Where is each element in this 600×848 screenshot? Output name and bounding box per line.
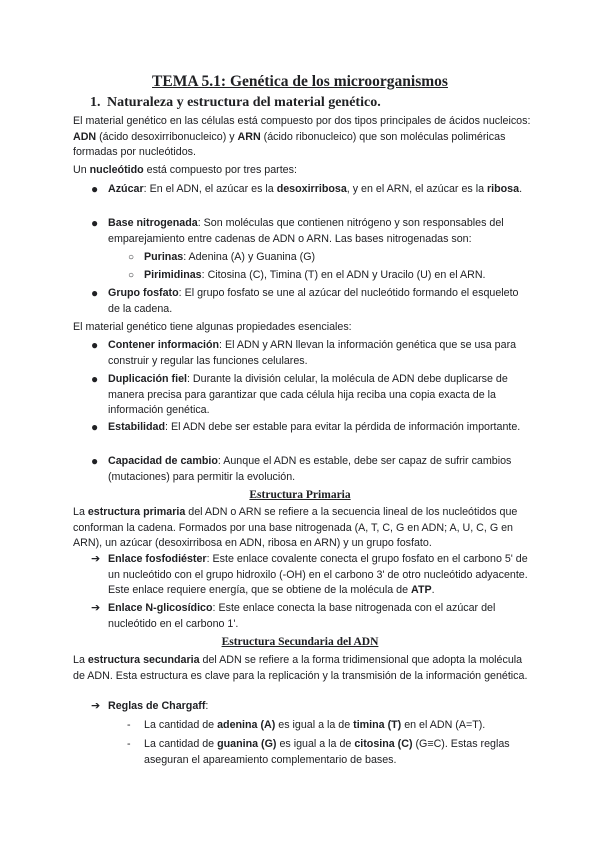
bullet-icon: ●: [91, 338, 99, 352]
page-title: TEMA 5.1: Genética de los microorganismos: [152, 73, 448, 90]
bullet-icon: ●: [91, 372, 99, 386]
arrow-icon: ➔: [91, 602, 101, 614]
primary-structure-heading: Estructura Primaria: [249, 489, 351, 501]
section-heading-text: Naturaleza y estructura del material genético.: [107, 95, 381, 110]
list-item-glycosidic: Enlace N-glicosídico: Este enlace conecta la base nitrogenada con el azúcar del nucleótido en el carbono 1'.: [108, 602, 496, 630]
list-item-change: Capacidad de cambio: Aunque el ADN es estable, debe ser capaz de sufrir cambios (mutaciones) para permitir la evolución.: [108, 455, 512, 483]
bullet-icon: ●: [91, 454, 99, 468]
bullet-icon: ●: [91, 216, 99, 230]
list-item-stability: Estabilidad: El ADN debe ser estable para evitar la pérdida de información importante.: [108, 421, 521, 433]
bullet-icon: ●: [91, 286, 99, 300]
list-item-rule-gc: La cantidad de guanina (G) es igual a la de citosina (C) (G≡C). Estas reglas aseguran el apareamiento complementario de bases.: [144, 738, 510, 766]
list-item-pyrimidines: Pirimidinas: Citosina (C), Timina (T) en el ADN y Uracilo (U) en el ARN.: [144, 269, 486, 281]
dash-marker: -: [127, 719, 131, 731]
list-item-duplication: Duplicación fiel: Durante la división celular, la molécula de ADN debe duplicarse de manera precisa para garantizar que cada célula hija reciba una copia exacta de la información genética.: [108, 373, 508, 416]
arrow-icon: ➔: [91, 553, 101, 565]
list-item-sugar: Azúcar: En el ADN, el azúcar es la desoxirribosa, y en el ARN, el azúcar es la ribosa.: [108, 183, 523, 195]
section-heading: [90, 93, 381, 113]
secondary-structure-heading: Estructura Secundaria del ADN: [221, 636, 379, 648]
list-item-phosphate: Grupo fosfato: El grupo fosfato se une al azúcar del nucleótido formando el esqueleto de la cadena.: [108, 287, 519, 315]
secondary-structure-paragraph: La estructura secundaria del ADN se refiere a la forma tridimensional que adopta la molécula de ADN. Esta estructura es clave para la replicación y la transmisión de la información genética.: [73, 654, 528, 682]
chargaff-rules-label: Reglas de Chargaff:: [108, 700, 209, 712]
circle-bullet-icon: ○: [128, 270, 135, 281]
list-item-rule-at: La cantidad de adenina (A) es igual a la de timina (T) en el ADN (A=T).: [144, 719, 486, 731]
section-number: 1.: [90, 95, 101, 110]
bullet-icon: ●: [91, 182, 99, 196]
bullet-icon: ●: [91, 420, 99, 434]
dash-marker: -: [127, 738, 131, 750]
nucleotide-intro: Un nucleótido está compuesto por tres partes:: [73, 164, 297, 176]
primary-structure-paragraph: La estructura primaria del ADN o ARN se refiere a la secuencia lineal de los nucleótidos que conforman la cadena. Formados por una base nitrogenada (A, T, C, G en ADN; A, U, C, G en ARN), un azúcar (desoxirribosa en ADN, ribosa en ARN) y un grupo fosfato.: [73, 506, 518, 549]
list-item-purines: Purinas: Adenina (A) y Guanina (G): [144, 251, 316, 263]
list-item-base: Base nitrogenada: Son moléculas que contienen nitrógeno y son responsables del emparejamiento entre cadenas de ADN o ARN. Las bases nitrogenadas son:: [108, 217, 504, 245]
list-item-information: Contener información: El ADN y ARN llevan la información genética que se usa para construir y regular las funciones celulares.: [108, 339, 517, 367]
intro-paragraph: El material genético en las células está compuesto por dos tipos principales de ácidos nucleicos: ADN (ácido desoxirribonucleico) y ARN (ácido ribonucleico) que son moléculas poliméricas formadas por nucleótidos.: [73, 115, 531, 158]
properties-intro: El material genético tiene algunas propiedades esenciales:: [73, 321, 352, 333]
arrow-icon: ➔: [91, 700, 101, 712]
circle-bullet-icon: ○: [128, 252, 135, 263]
list-item-phosphodiester: Enlace fosfodiéster: Este enlace covalente conecta el grupo fosfato en el carbono 5' de un nucleótido con el grupo hidroxilo (-OH) en el carbono 3' de otro nucleótido adyacente. Este enlace requiere energía, que se obtiene de la molécula de ATP.: [108, 553, 528, 596]
